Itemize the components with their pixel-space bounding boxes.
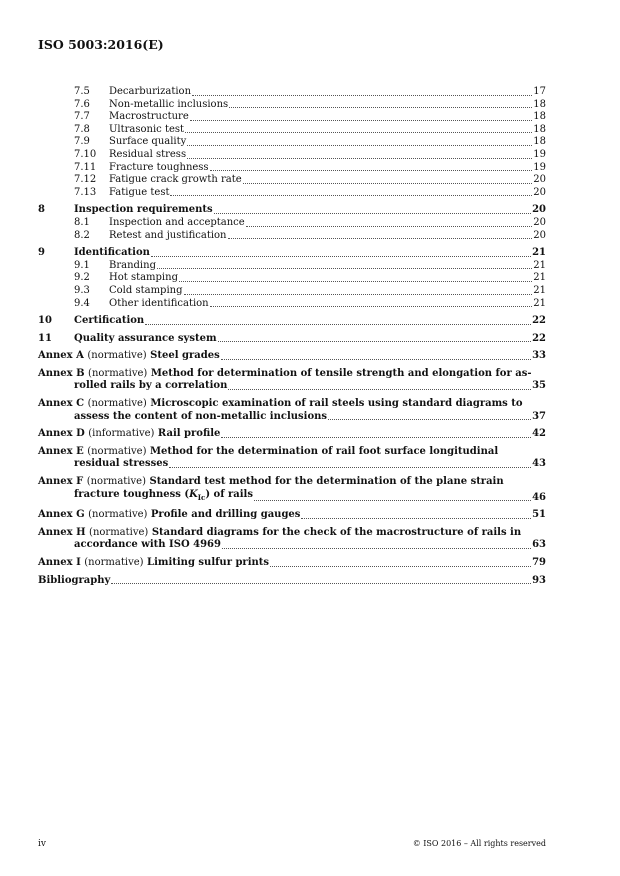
toc-entry-9[interactable]: 9 Identification 21 bbox=[38, 247, 546, 259]
leader-dots bbox=[228, 389, 531, 390]
leader-dots bbox=[328, 419, 531, 420]
toc-entry-8-1[interactable]: 8.1 Inspection and acceptance 20 bbox=[74, 216, 546, 228]
leader-dots bbox=[270, 566, 531, 567]
toc-entry-8[interactable]: 8 Inspection requirements 20 bbox=[38, 204, 546, 216]
toc-entry-9-1[interactable]: 9.1 Branding 21 bbox=[74, 259, 546, 271]
leader-dots bbox=[145, 324, 531, 325]
leader-dots bbox=[243, 183, 533, 184]
leader-dots bbox=[111, 583, 531, 584]
toc-annex-e[interactable]: Annex E (normative) Method for the determination of rail foot surface longitudinal residual stresses 43 bbox=[38, 445, 546, 470]
leader-dots bbox=[214, 213, 531, 214]
leader-dots bbox=[221, 437, 531, 438]
copyright-notice: © ISO 2016 – All rights reserved bbox=[412, 839, 546, 848]
toc-annex-c[interactable]: Annex C (normative) Microscopic examination of rail steels using standard diagrams to assess the content of non-metallic inclusions 37 bbox=[38, 398, 546, 422]
toc-entry-9-4[interactable]: 9.4 Other identification 21 bbox=[74, 297, 546, 309]
leader-dots bbox=[185, 132, 532, 133]
leader-dots bbox=[184, 294, 533, 295]
leader-dots bbox=[246, 226, 533, 227]
leader-dots bbox=[228, 238, 533, 239]
toc-entry-7-7[interactable]: 7.7 Macrostructure 18 bbox=[74, 111, 546, 123]
toc-bibliography[interactable]: Bibliography 93 bbox=[38, 574, 546, 586]
toc-annex-f[interactable]: Annex F (normative) Standard test method for the determination of the plane strain fracture toughness $(K_{Ic})$ of rails 46 bbox=[38, 476, 546, 503]
toc-entry-11[interactable]: 11 Quality assurance system 22 bbox=[38, 332, 546, 344]
leader-dots bbox=[210, 306, 533, 307]
toc-annex-g[interactable]: Annex G (normative) Profile and drilling gauges 51 bbox=[38, 509, 546, 521]
toc-entry-9-2[interactable]: 9.2 Hot stamping 21 bbox=[74, 272, 546, 284]
toc-entry-8-2[interactable]: 8.2 Retest and justification 20 bbox=[74, 229, 546, 241]
leader-dots bbox=[187, 158, 532, 159]
toc-entry-7-8[interactable]: 7.8 Ultrasonic test 18 bbox=[74, 123, 546, 135]
document-header: ISO 5003:2016(E) bbox=[38, 37, 164, 52]
leader-dots bbox=[190, 120, 533, 121]
leader-dots bbox=[170, 195, 532, 196]
toc-entry-7-12[interactable]: 7.12 Fatigue crack growth rate 20 bbox=[74, 174, 546, 186]
leader-dots bbox=[187, 145, 532, 146]
toc-entry-10[interactable]: 10 Certification 22 bbox=[38, 315, 546, 327]
toc-entry-7-11[interactable]: 7.11 Fracture toughness 19 bbox=[74, 161, 546, 173]
leader-dots bbox=[254, 500, 531, 501]
leader-dots bbox=[151, 256, 531, 257]
leader-dots bbox=[157, 268, 532, 269]
toc-entry-7-5[interactable]: 7.5 Decarburization 17 bbox=[74, 86, 546, 97]
toc-entry-9-3[interactable]: 9.3 Cold stamping 21 bbox=[74, 284, 546, 296]
toc-entry-7-9[interactable]: 7.9 Surface quality 18 bbox=[74, 136, 546, 148]
toc-annex-d[interactable]: Annex D (informative) Rail profile 42 bbox=[38, 428, 546, 440]
toc-entry-7-13[interactable]: 7.13 Fatigue test 20 bbox=[74, 186, 546, 198]
leader-dots bbox=[222, 548, 531, 549]
leader-dots bbox=[169, 467, 531, 468]
leader-dots bbox=[218, 341, 532, 342]
leader-dots bbox=[210, 170, 533, 171]
toc-annex-h[interactable]: Annex H (normative) Standard diagrams for the check of the macrostructure of rails in accordance with ISO 4969 63 bbox=[38, 526, 546, 551]
page-footer bbox=[38, 839, 546, 849]
toc-annex-b[interactable]: Annex B (normative) Method for determination of tensile strength and elongation for as- rolled rails by a correlation 35 bbox=[38, 367, 546, 392]
leader-dots bbox=[179, 281, 532, 282]
leader-dots bbox=[229, 107, 532, 108]
page-number: iv bbox=[38, 839, 46, 849]
leader-dots bbox=[301, 518, 531, 519]
table-of-contents bbox=[38, 86, 546, 587]
leader-dots bbox=[221, 359, 531, 360]
toc-annex-i[interactable]: Annex I (normative) Limiting sulfur prints 79 bbox=[38, 557, 546, 568]
leader-dots bbox=[192, 95, 532, 96]
toc-entry-7-10[interactable]: 7.10 Residual stress 19 bbox=[74, 148, 546, 160]
toc-annex-a[interactable]: Annex A (normative) Steel grades 33 bbox=[38, 350, 546, 362]
toc-entry-7-6[interactable]: 7.6 Non-metallic inclusions 18 bbox=[74, 98, 546, 110]
